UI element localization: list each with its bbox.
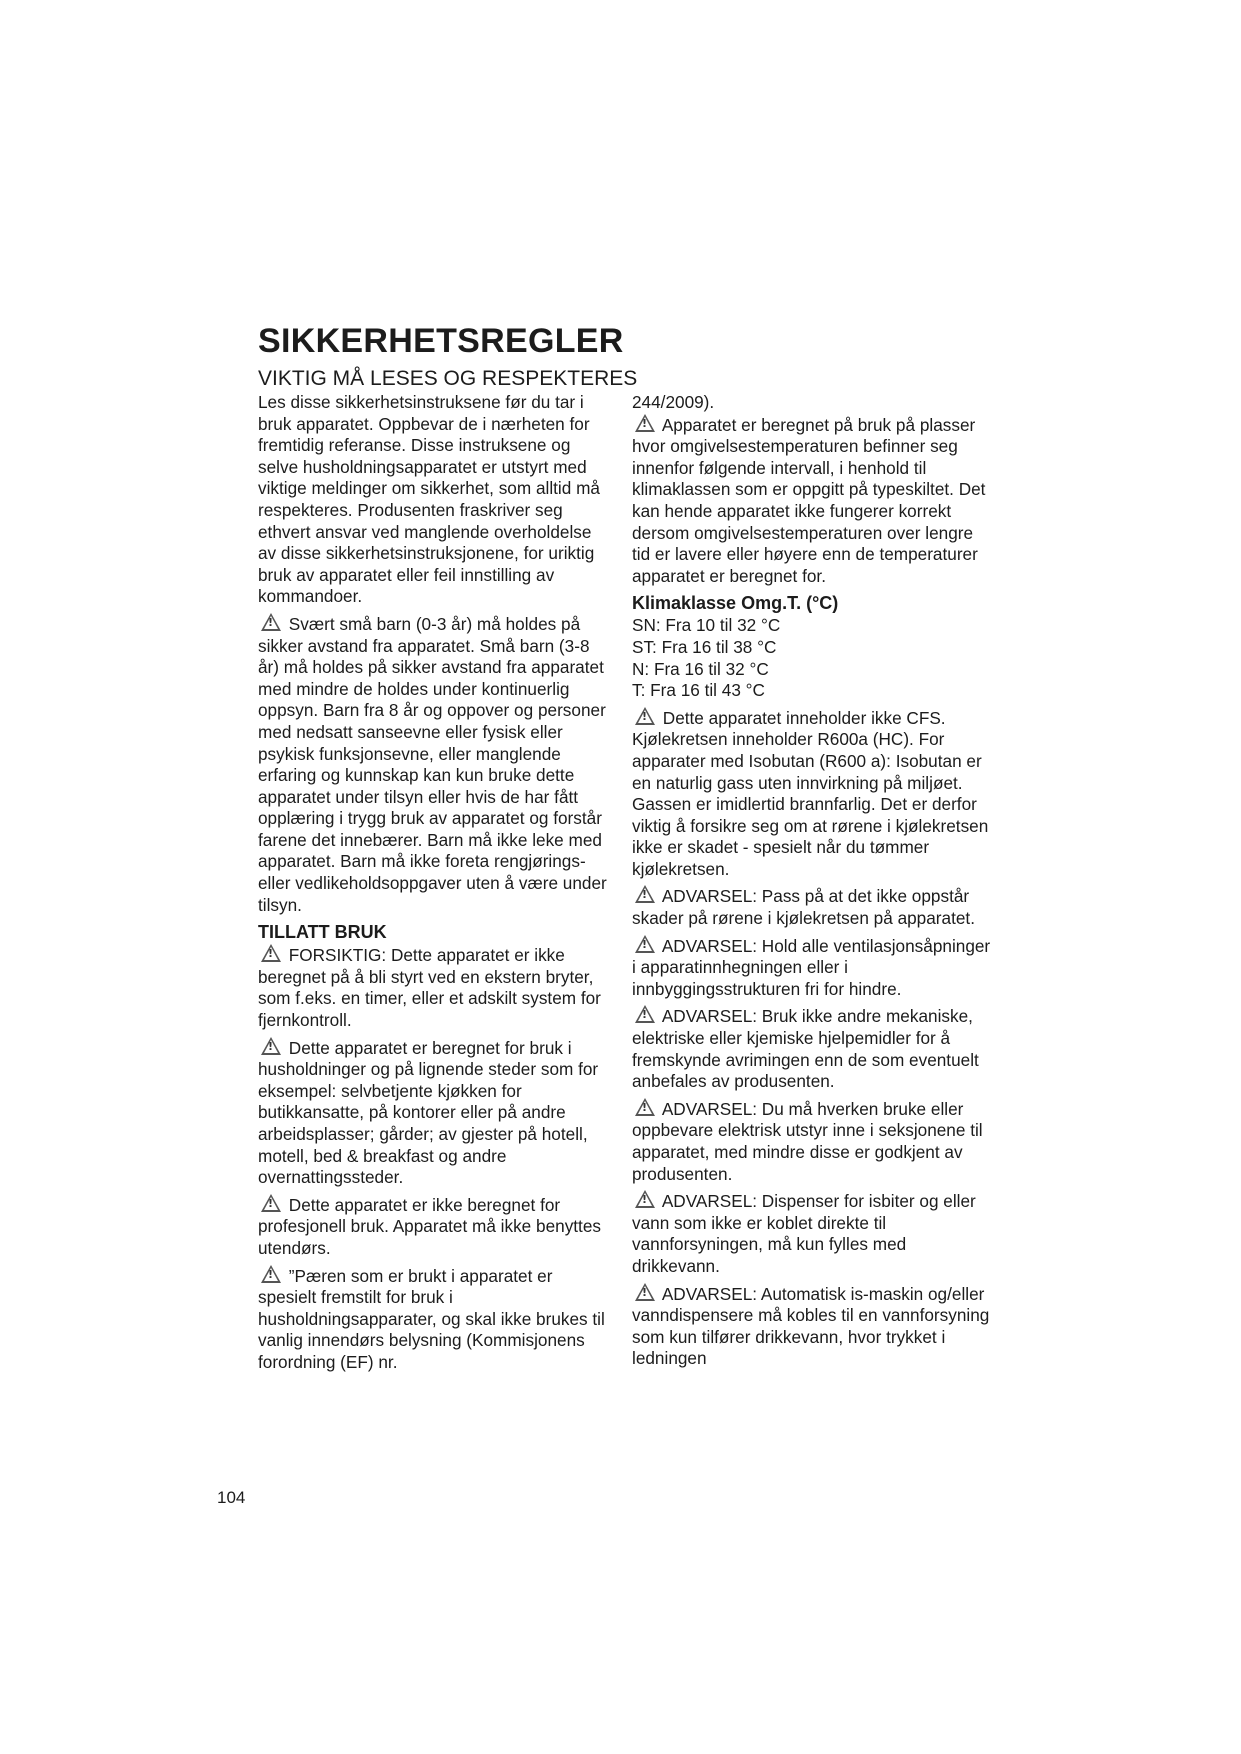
warning-triangle-icon — [635, 1283, 655, 1301]
refrigerant-paragraph — [632, 707, 992, 881]
warning-triangle-icon — [261, 944, 281, 962]
warning-triangle-icon — [635, 1190, 655, 1208]
warning-triangle-icon — [261, 1265, 281, 1283]
caution-paragraph — [258, 944, 610, 1031]
ambient-text: Apparatet er beregnet på bruk på plasser hvor omgivelsestemperaturen befinner seg innenfor følgende intervall, i henhold til klimaklassen som er oppgitt på typeskiltet. Det kan hende apparatet ikke fungerer korrekt dersom omgivelsestemperaturen over lengre tid er lavere eller høyere enn de temperaturer apparatet er beregnet for. — [632, 414, 986, 586]
warning-triangle-icon — [635, 707, 655, 725]
electrical-warning-text: ADVARSEL: Du må hverken bruke eller oppbevare elektrisk utstyr inne i seksjonene til apparatet, med mindre disse er godkjent av produsenten. — [632, 1098, 983, 1184]
lamp-paragraph — [258, 1265, 610, 1374]
page-number: 104 — [217, 1488, 246, 1507]
icemaker-warning-paragraph — [632, 1283, 992, 1370]
caution-text: FORSIKTIG: Dette apparatet er ikke beregnet på å bli styrt ved en ekstern bryter, som f.eks. en timer, eller et adskilt system for fjernkontroll. — [258, 945, 601, 1031]
defrost-warning-paragraph — [632, 1005, 992, 1092]
dispenser-warning-text: ADVARSEL: Dispenser for isbiter og eller vann som ikke er koblet direkte til vannforsyningen, må kun fylles med drikkevann. — [632, 1191, 976, 1276]
lamp-continuation: 244/2009). — [632, 392, 715, 412]
children-warning-text: Svært små barn (0-3 år) må holdes på sikker avstand fra apparatet. Små barn (3-8 år) må holdes på sikker avstand fra apparatet med mindre de holdes under kontinuerlig oppsyn. Barn fra 8 år og oppover og personer med nedsatt sanseevne eller fysisk eller psykisk funksjonsevne, eller manglende erfaring og kunnskap kan kun bruke dette apparatet under tilsyn eller hvis de har fått opplæring i trygg bruk av apparatet og forstår farene det innebærer. Barn må ikke leke med apparatet. Barn må ikke foreta rengjørings- eller vedlikeholdsoppgaver uten å være under tilsyn. — [258, 613, 607, 915]
household-paragraph — [258, 1037, 610, 1189]
ambient-paragraph — [632, 414, 992, 588]
climate-class-list — [632, 615, 992, 701]
warning-triangle-icon — [261, 613, 281, 631]
refrigerant-text: Dette apparatet inneholder ikke CFS. Kjølekretsen inneholder R600a (HC). For apparater med Isobutan (R600 a): Isobutan er en naturlig gass uten innvirkning på miljøet. Gassen er imidlertid brannfarlig. Det er derfor viktig å forsikre seg om at rørene i kjølekretsen ikke er skadet - spesielt når du tømmer kjølekretsen. — [632, 707, 989, 879]
dispenser-warning-paragraph — [632, 1190, 992, 1277]
climate-row-st: ST: Fra 16 til 38 °C — [632, 636, 777, 657]
warning-triangle-icon — [635, 414, 655, 432]
pipes-warning-paragraph — [632, 885, 992, 929]
household-text: Dette apparatet er beregnet for bruk i husholdninger og på lignende steder som for eksempel: selvbetjente kjøkken for butikkansatte, på kontorer eller på andre arbeidsplasser; gårder; av gjester på hotell, motell, bed & breakfast og andre overnattingssteder. — [258, 1037, 599, 1188]
children-warning-paragraph — [258, 613, 610, 916]
warning-triangle-icon — [261, 1037, 281, 1055]
climate-row-t: T: Fra 16 til 43 °C — [632, 680, 765, 701]
icemaker-warning-text: ADVARSEL: Automatisk is-maskin og/eller vanndispensere må kobles til en vannforsyning som kun tilfører drikkevann, hvor trykket i ledningen — [632, 1283, 990, 1369]
allowed-use-heading: TILLATT BRUK — [258, 922, 387, 943]
warning-triangle-icon — [635, 935, 655, 953]
warning-triangle-icon — [635, 885, 655, 903]
climate-class-heading: Klimaklasse Omg.T. (°C) — [632, 593, 839, 614]
lamp-text: ”Pæren som er brukt i apparatet er spesielt fremstilt for bruk i husholdningsapparater, og skal ikke brukes til vanlig innendørs belysning (Kommisjonens forordning (EF) nr. — [258, 1265, 605, 1372]
defrost-warning-text: ADVARSEL: Bruk ikke andre mekaniske, elektriske eller kjemiske hjelpemidler for å fremskynde avrimingen enn de som eventuelt anbefales av produsenten. — [632, 1006, 979, 1092]
climate-row-sn: SN: Fra 10 til 32 °C — [632, 615, 781, 636]
pipes-warning-text: ADVARSEL: Pass på at det ikke oppstår skader på rørene i kjølekretsen på apparatet. — [632, 886, 975, 929]
intro-paragraph: Les disse sikkerhetsinstruksene før du tar i bruk apparatet. Oppbevar de i nærheten for fremtidig referanse. Disse instruksene og selve husholdningsapparatet er utstyrt med viktige meldinger om sikkerhet, som alltid må respekteres. Produsenten fraskriver seg ethvert ansvar ved manglende overholdelse av disse sikkerhetsinstruksjonene, for uriktig bruk av apparatet eller feil innstilling av kommandoer. — [258, 392, 600, 607]
warning-triangle-icon — [635, 1005, 655, 1023]
page-title: SIKKERHETSREGLER — [258, 322, 624, 360]
professional-paragraph — [258, 1194, 610, 1260]
vents-warning-text: ADVARSEL: Hold alle ventilasjonsåpninger i apparatinnhegningen eller i innbyggingsstrukturen fri for hindre. — [632, 935, 991, 999]
left-column — [258, 392, 610, 1379]
professional-text: Dette apparatet er ikke beregnet for profesjonell bruk. Apparatet må ikke benyttes utendørs. — [258, 1194, 601, 1258]
right-column — [632, 392, 992, 1375]
page-subtitle: VIKTIG MÅ LESES OG RESPEKTERES — [258, 367, 638, 390]
warning-triangle-icon — [261, 1194, 281, 1212]
climate-row-n: N: Fra 16 til 32 °C — [632, 658, 769, 679]
warning-triangle-icon — [635, 1098, 655, 1116]
vents-warning-paragraph — [632, 935, 992, 1001]
electrical-warning-paragraph — [632, 1098, 992, 1185]
